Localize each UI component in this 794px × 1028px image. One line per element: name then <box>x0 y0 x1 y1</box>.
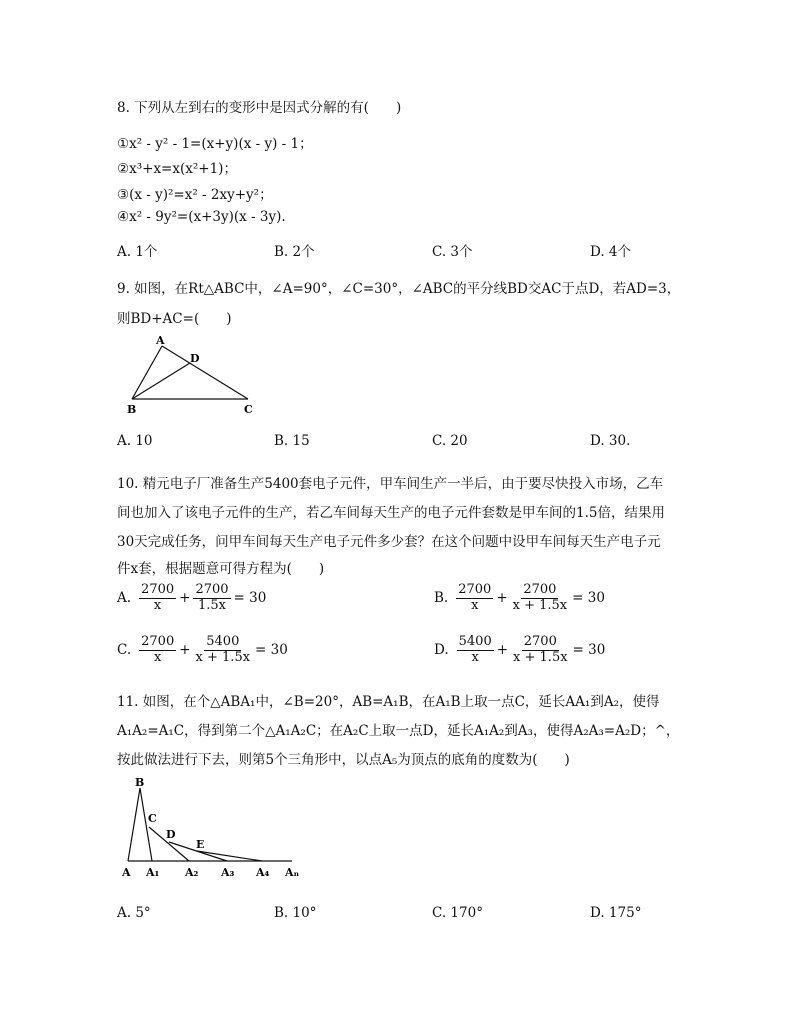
q9-triangle-figure <box>118 333 268 418</box>
q10-d-rhs: = 30 <box>572 642 606 659</box>
q10-d-plus: + <box>496 642 509 659</box>
q9-label-d: D <box>190 352 200 365</box>
q9-label-c: C <box>244 403 253 416</box>
q9-label-b: B <box>127 403 137 416</box>
q11-side-ab <box>128 788 140 861</box>
q9-option-b: B. 15 <box>274 433 310 449</box>
q8-option-c: C. 3个 <box>432 244 473 260</box>
q11-label-a1: A₁ <box>146 866 160 879</box>
q9-stem-line2: 则BD+AC=( ) <box>117 311 232 327</box>
q10-d-den1: x <box>471 649 479 665</box>
q10-stem-line1: 10. 精元电子厂准备生产5400套电子元件，甲车间生产一半后，由于要尽快投入市场，乙车 <box>117 476 664 492</box>
q8-option-a: A. 1个 <box>117 244 158 260</box>
q11-stem-line3: 按此做法进行下去，则第5个三角形中，以点A₅为顶点的底角的度数为( ) <box>117 752 570 768</box>
q10-a-rhs: = 30 <box>233 590 267 607</box>
q10-b-plus: + <box>496 590 508 607</box>
q10-option-c <box>117 635 288 666</box>
q11-stem-line2: A₁A₂=A₁C，得到第二个△A₁A₂C；在A₂C上取一点D，延长A₁A₂到A₃，使得A₂A₃=A₂D；^， <box>117 723 680 739</box>
q10-b-den1: x <box>471 597 479 613</box>
q11-option-a: A. 5° <box>117 905 151 921</box>
q11-triangle-sequence-figure <box>112 774 312 886</box>
q11-label-a3: A₃ <box>221 866 235 879</box>
q10-b-rhs: = 30 <box>572 590 605 607</box>
q11-label-c: C <box>148 812 157 825</box>
q11-label-d: D <box>166 828 176 841</box>
q10-c-plus: + <box>179 642 191 659</box>
q8-item-4: ④x² - 9y²=(x+3y)(x - 3y). <box>117 209 286 225</box>
q11-label-a2: A₂ <box>185 866 199 879</box>
q11-option-b: B. 10° <box>274 905 317 921</box>
q9-option-d: D. 30. <box>590 433 631 449</box>
q9-side-ab <box>132 346 162 399</box>
q8-item-1: ①x² - y² - 1=(x+y)(x - y) - 1； <box>117 136 313 152</box>
q9-option-c: C. 20 <box>432 433 468 449</box>
q8-option-d: D. 4个 <box>590 244 632 260</box>
q10-b-num1: 2700 <box>458 582 492 597</box>
q9-label-a: A <box>156 334 165 347</box>
q8-stem: 8. 下列从左到右的变形中是因式分解的有( ) <box>117 100 402 116</box>
q10-b-den2: x + 1.5x <box>512 597 568 613</box>
q10-option-d-label: D. <box>434 642 449 659</box>
q11-option-d: D. 175° <box>590 905 642 921</box>
q10-stem-line3: 30天完成任务，问甲车间每天生产电子元件多少套？在这个问题中设甲车间每天生产电子元 <box>117 534 661 550</box>
q11-stem-line1: 11. 如图，在个△ABA₁中，∠B=20°，AB=A₁B，在A₁B上取一点C，延长AA₁到A₂，使得 <box>117 694 660 710</box>
q11-option-c: C. 170° <box>432 905 483 921</box>
q11-label-a: A <box>122 866 131 879</box>
q11-label-e: E <box>196 838 205 851</box>
q10-c-rhs: = 30 <box>255 642 288 659</box>
q10-c-num2: 5400 <box>206 634 240 649</box>
q9-bisector-bd <box>132 363 190 399</box>
q9-stem-line1: 9. 如图，在Rt△ABC中，∠A=90°，∠C=30°，∠ABC的平分线BD交AC于点D，若AD=3， <box>117 281 681 297</box>
q10-d-num2: 2700 <box>523 634 557 649</box>
q10-option-a-label: A. <box>117 590 132 607</box>
q10-d-den2: x + 1.5x <box>513 649 568 665</box>
q10-c-num1: 2700 <box>141 634 175 649</box>
q10-option-c-label: C. <box>117 642 132 659</box>
q10-option-a <box>117 583 266 614</box>
q9-option-a: A. 10 <box>117 433 153 449</box>
q10-a-num2: 2700 <box>195 582 229 597</box>
q10-c-den1: x <box>154 649 162 665</box>
q10-a-num1: 2700 <box>141 582 175 597</box>
q10-c-den2: x + 1.5x <box>195 649 251 665</box>
q11-label-an: Aₙ <box>285 866 300 879</box>
q10-d-num1: 5400 <box>458 634 492 649</box>
q8-item-3: ③(x - y)²=x² - 2xy+y²； <box>117 187 273 203</box>
q10-option-b-label: B. <box>434 590 449 607</box>
q10-a-den1: x <box>153 597 162 613</box>
q10-stem-line2: 间也加入了该电子元件的生产，若乙车间每天生产的电子元件套数是甲车间的1.5倍，结果用 <box>117 505 665 521</box>
q8-option-b: B. 2个 <box>274 244 315 260</box>
q11-side-ea4 <box>197 851 262 861</box>
q8-item-2: ②x³+x=x(x²+1)； <box>117 161 237 177</box>
q11-label-a4: A₄ <box>256 866 270 879</box>
q10-option-b <box>434 583 605 614</box>
q10-a-plus: + <box>179 590 191 607</box>
q11-label-b: B <box>135 776 145 789</box>
q10-b-num2: 2700 <box>523 582 557 597</box>
q10-stem-line4: 件x套，根据题意可得方程为( ) <box>117 561 325 577</box>
q10-option-d <box>434 635 605 666</box>
q10-a-den2: 1.5x <box>197 597 226 613</box>
